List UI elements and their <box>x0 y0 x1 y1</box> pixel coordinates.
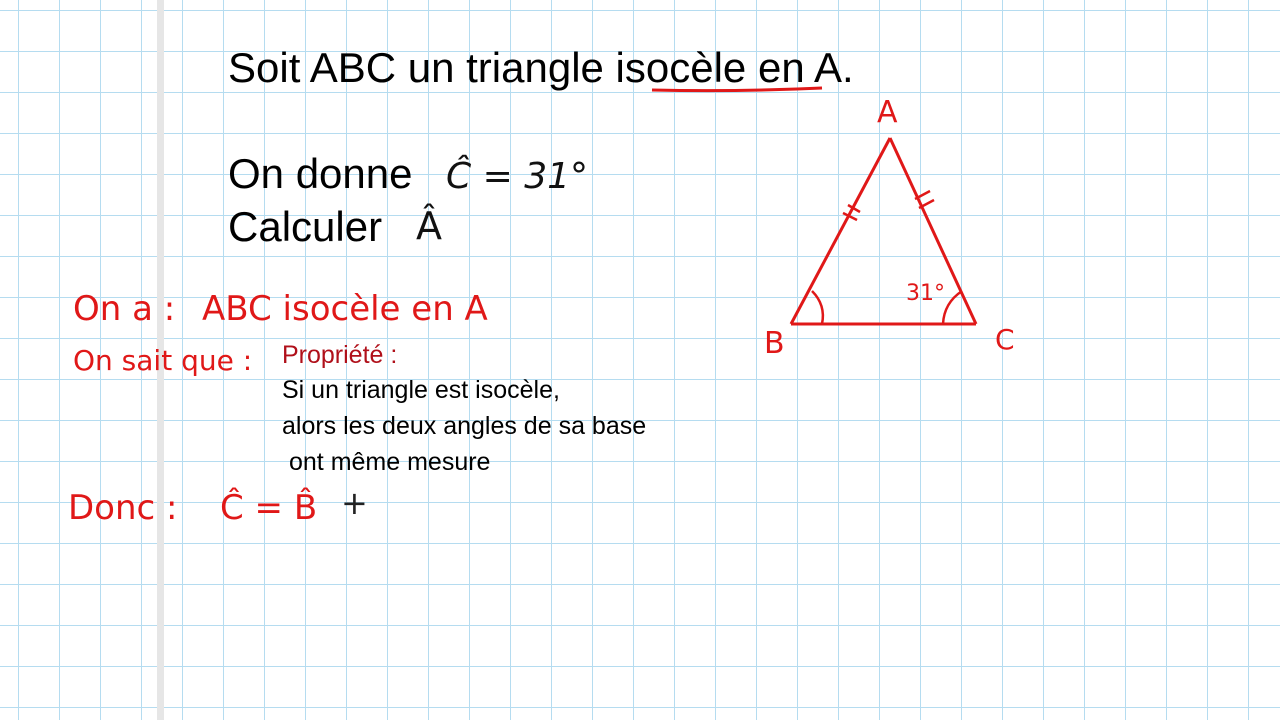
calc-angle-value: Â <box>416 204 442 248</box>
angle-arc-c <box>943 291 962 324</box>
given-label: On donne <box>228 150 413 197</box>
side-ab <box>791 138 890 324</box>
note-on-sait-que: On sait que : <box>73 344 253 377</box>
note-abc-isocele: ABC isocèle en A <box>202 289 488 329</box>
triangle-figure <box>764 95 1015 361</box>
title-underline <box>652 88 822 91</box>
note-donc: Donc : <box>68 488 178 528</box>
vertex-label-c: C <box>995 323 1015 356</box>
calculate-label: Calculer <box>228 203 383 250</box>
angle-label-c: 31° <box>906 281 945 306</box>
exercise-statement: Soit ABC un triangle isocèle en A. <box>228 44 854 91</box>
vertex-label-b: B <box>764 326 785 361</box>
property-line-3: ont même mesure <box>289 448 491 476</box>
property-line-2: alors les deux angles de sa base <box>282 412 647 440</box>
angle-arc-b <box>812 291 823 324</box>
vertex-label-a: A <box>877 95 898 130</box>
property-line-1: Si un triangle est isocèle, <box>282 376 560 404</box>
note-donc-expression: Ĉ = B̂ <box>220 488 318 528</box>
property-heading: Propriété : <box>282 341 398 369</box>
note-on-a: On a : <box>73 289 176 329</box>
given-angle-value: Ĉ = 31° <box>446 156 588 197</box>
crosshair-cursor: + <box>341 484 368 522</box>
